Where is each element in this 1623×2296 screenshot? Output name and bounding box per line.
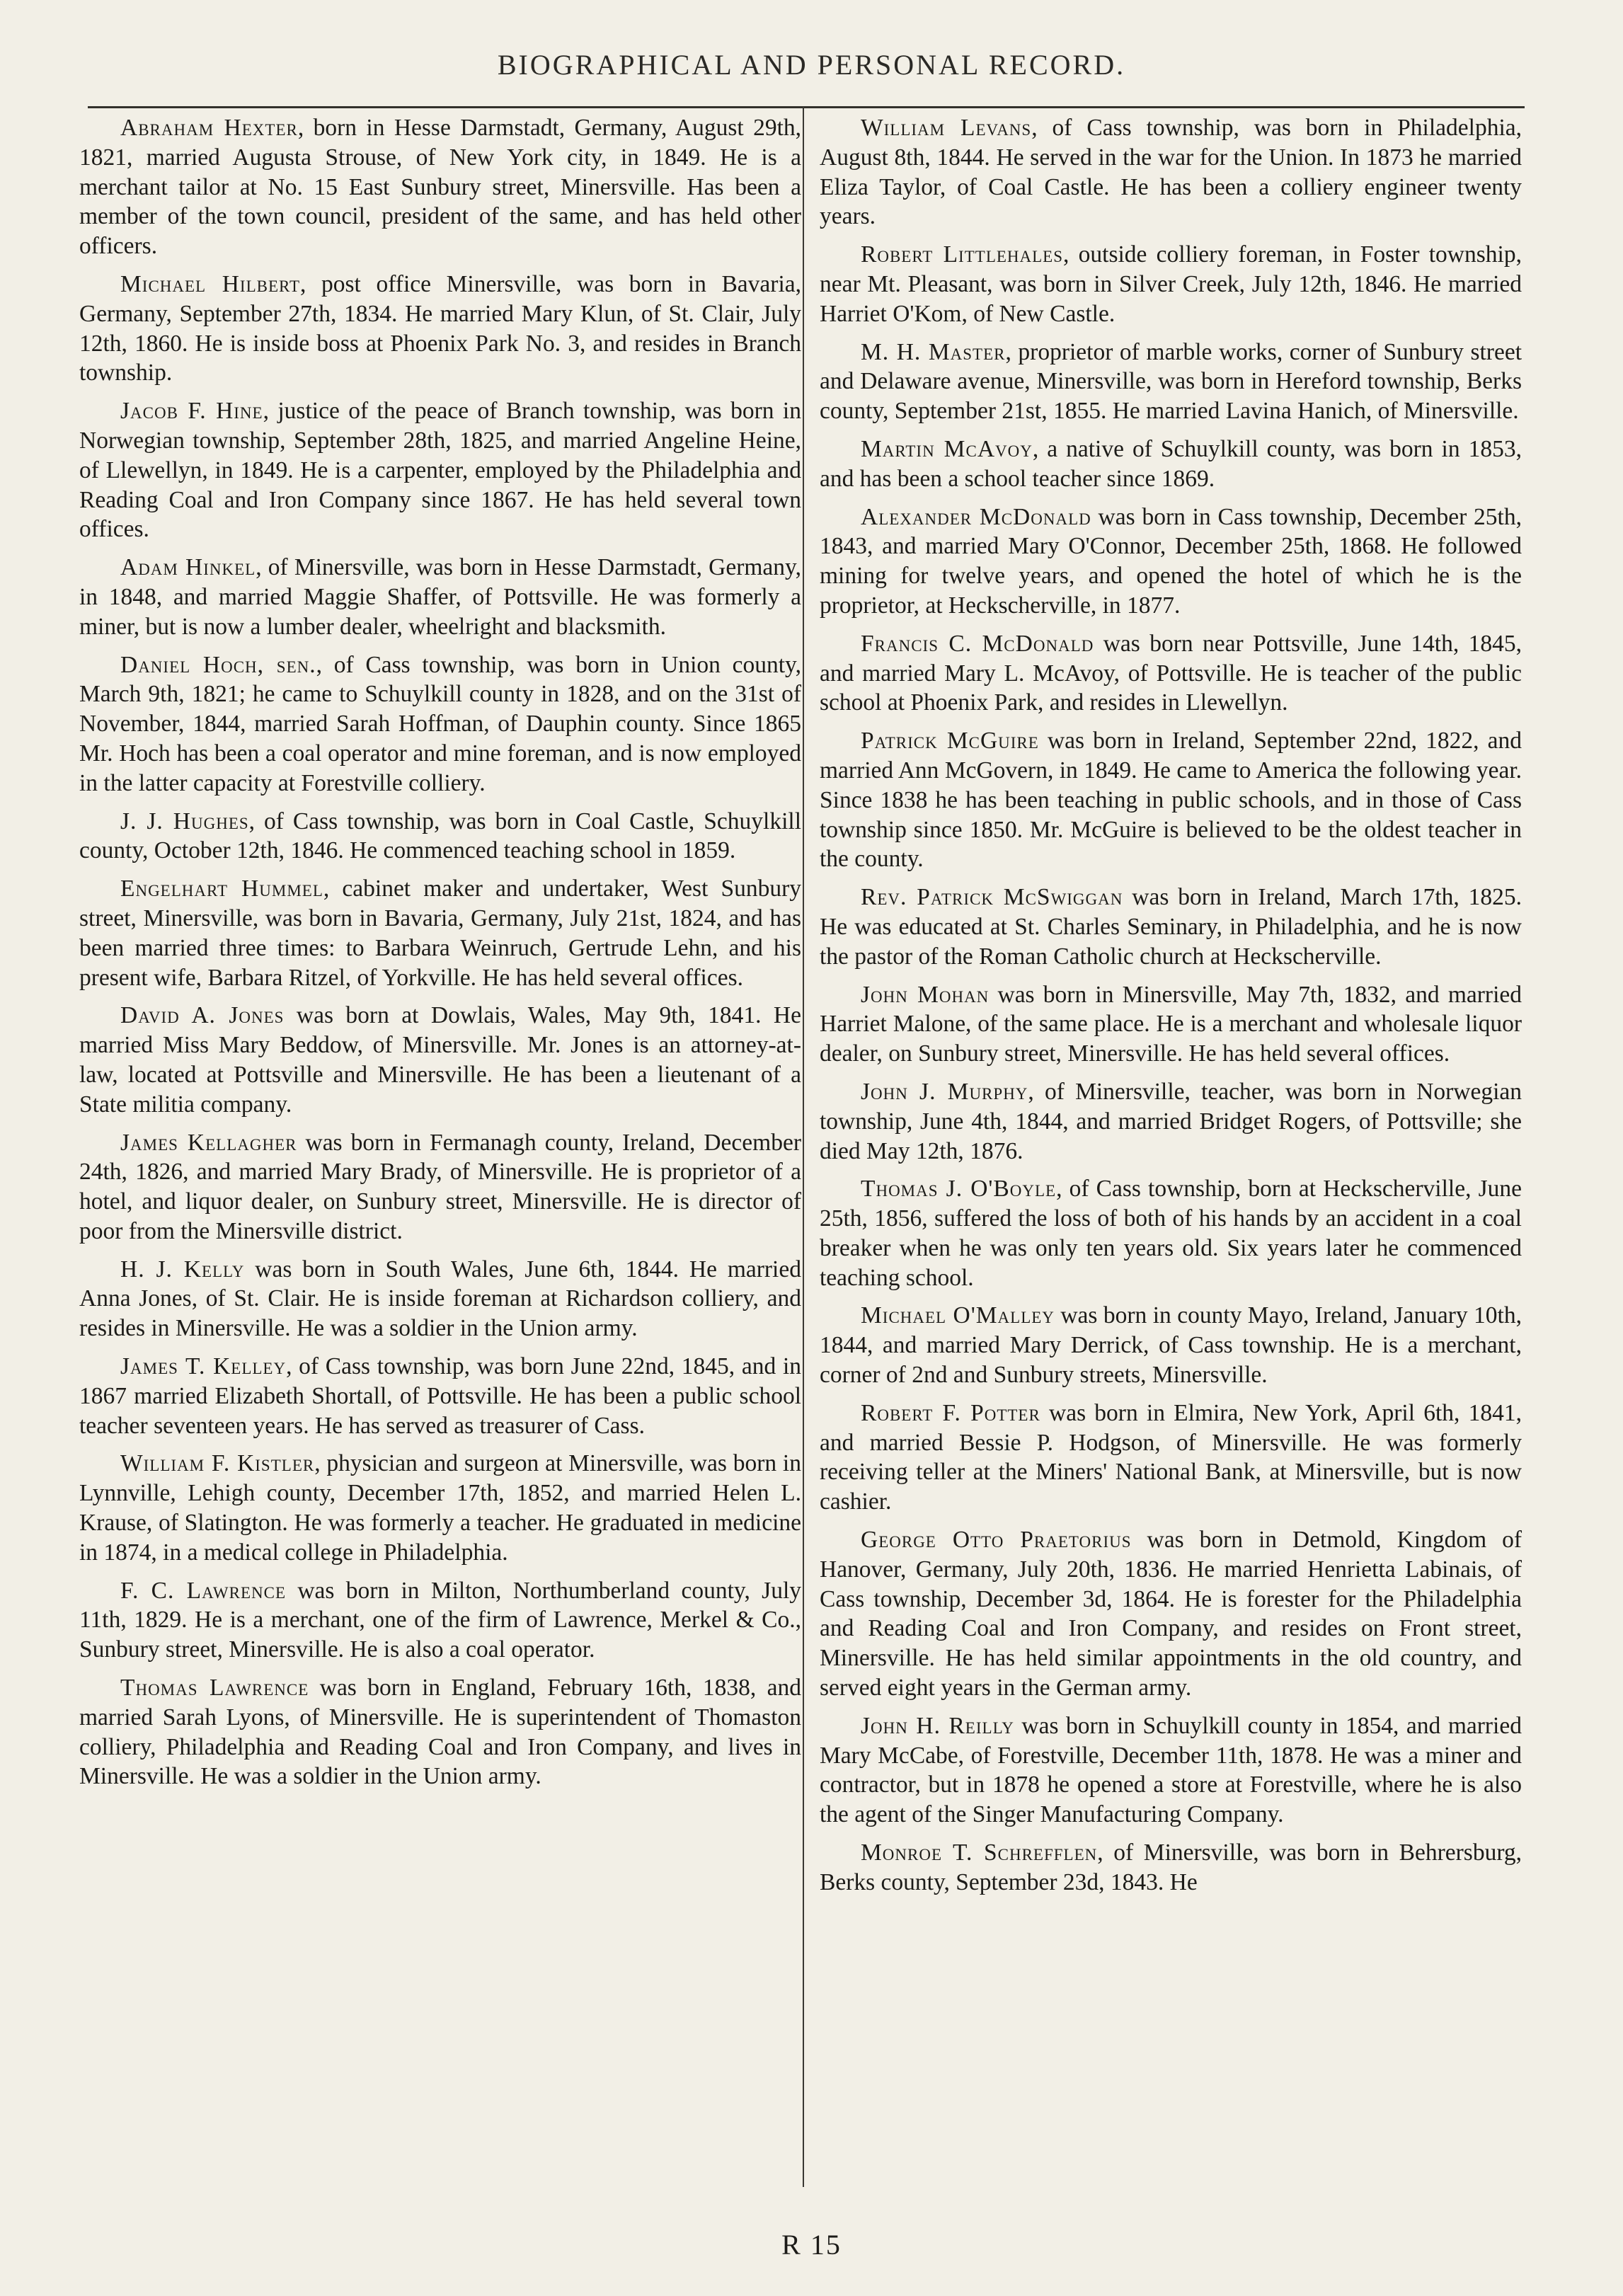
- entry-text: was born in Milton, Northumberland county, July 11th, 1829. He is a merchant, one of the firm of Lawrence, Merkel & Co., Sunbury street, Minersville. He is also a coal operator.: [79, 1577, 802, 1663]
- header-rule: [88, 106, 1525, 108]
- bio-entry: [820, 629, 1522, 718]
- entry-text: , of Cass township, born at Heckscherville, June 25th, 1856, suffered the loss of both of his hands by an accident in a coal breaker when he was only ten years old. Six years later he commenced teaching school.: [820, 1176, 1522, 1291]
- entry-text: , of Cass township, was born in Philadelphia, August 8th, 1844. He served in the war for the Union. In 1873 he married Eliza Taylor, of Coal Castle. He has been a colliery engineer twenty years.: [820, 115, 1522, 230]
- bio-entry: [820, 1399, 1522, 1517]
- entry-text: , of Minersville, teacher, was born in Norwegian township, June 4th, 1844, and married Bridget Rogers, of Pottsville; she died May 12th, 1876.: [820, 1078, 1522, 1164]
- page-header: BIOGRAPHICAL AND PERSONAL RECORD.: [497, 49, 1126, 81]
- entry-name: John Mohan: [861, 981, 990, 1008]
- entry-text: , justice of the peace of Branch township, was born in Norwegian township, September 28th, 1825, and married Angeline Heine, of Llewellyn, in 1849. He is a carpenter, employed by the Philadelphia and Reading Coal and Iron Company since 1867. He has held several town offices.: [79, 398, 801, 543]
- bio-entry: [79, 1001, 801, 1119]
- entry-text: , proprietor of marble works, corner of Sunbury street and Delaware avenue, Minersville, was born in Hereford township, Berks county, September 21st, 1855. He married Lavina Hanich, of Minersville.: [820, 338, 1522, 425]
- entry-name: John H. Reilly: [861, 1712, 1014, 1739]
- entry-name: Francis C. McDonald: [861, 630, 1094, 657]
- bio-entry: [79, 113, 801, 261]
- entry-name: John J. Murphy: [861, 1078, 1028, 1105]
- entry-name: F. C. Lawrence: [120, 1577, 287, 1604]
- entry-text: was born in England, February 16th, 1838, and married Sarah Lyons, of Minersville. He is superintendent of Thomaston colliery, Philadelphia and Reading Coal and Iron Company, and lives in Minersville. He was a soldier in the Union army.: [79, 1675, 801, 1790]
- bio-entry: [820, 435, 1522, 494]
- entry-name: H. J. Kelly: [120, 1256, 245, 1282]
- bio-entry: [79, 1673, 801, 1791]
- entry-name: James T. Kelley: [120, 1353, 287, 1380]
- entry-name: George Otto Praetorius: [861, 1527, 1132, 1554]
- entry-text: was born in Cass township, December 25th, 1843, and married Mary O'Connor, December 25th, 1868. He followed mining for twelve years, and opened the hotel of which he is the proprietor, at Heckscherville, in 1877.: [820, 503, 1522, 619]
- entry-name: Adam Hinkel: [120, 554, 256, 581]
- entry-name: Thomas J. O'Boyle: [861, 1176, 1057, 1202]
- bio-entry: [820, 240, 1522, 328]
- entry-text: , a native of Schuylkill county, was born in 1853, and has been a school teacher since 1869.: [820, 435, 1522, 492]
- entry-text: was born in Fermanagh county, Ireland, December 24th, 1826, and married Mary Brady, of Minersville. He is proprietor of a hotel, and liquor dealer, on Sunbury street, Minersville. He is director of poor from the Minersville district.: [79, 1129, 801, 1244]
- entry-text: was born in Ireland, March 17th, 1825. He was educated at St. Charles Seminary, in Philadelphia, and he is now the pastor of the Roman Catholic church at Heckscherville.: [820, 884, 1522, 970]
- entry-name: Robert F. Potter: [861, 1399, 1040, 1426]
- entry-name: Thomas Lawrence: [120, 1675, 309, 1701]
- bio-entry: [820, 1301, 1522, 1389]
- bio-entry: [820, 338, 1522, 426]
- entry-name: M. H. Master: [861, 338, 1006, 365]
- entry-text: , physician and surgeon at Minersville, was born in Lynnville, Lehigh county, December 17th, 1852, and married Helen L. Krause, of Slatington. He was formerly a teacher. He graduated in medicine in 1874, in a medical college in Philadelphia.: [79, 1450, 801, 1566]
- column-divider: [803, 106, 804, 2187]
- entry-text: , cabinet maker and undertaker, West Sunbury street, Minersville, was born in Bavaria, Germany, July 21st, 1824, and has been married three times: to Barbara Weinruch, Gertrude Lehn, and his present wife, Barbara Ritzel, of Yorkville. He has held several offices.: [79, 876, 802, 991]
- bio-entry: [820, 113, 1522, 231]
- bio-entry: [79, 650, 801, 798]
- entry-text: was born in Elmira, New York, April 6th, 1841, and married Bessie P. Hodgson, of Minersville. He was formerly receiving teller at the Miners' National Bank, at Minersville, but is now cashier.: [820, 1399, 1522, 1515]
- entry-text: , of Minersville, was born in Behrersburg, Berks county, September 23d, 1843. He: [820, 1839, 1522, 1895]
- entry-name: David A. Jones: [120, 1002, 285, 1029]
- bio-entry: [820, 503, 1522, 621]
- entry-name: William Levans: [861, 115, 1032, 141]
- bio-entry: [820, 1711, 1522, 1830]
- entry-name: Abraham Hexter: [120, 115, 298, 141]
- entry-text: , of Cass township, was born in Union county, March 9th, 1821; he came to Schuylkill county in 1828, and on the 31st of November, 1844, married Sarah Hoffman, of Dauphin county. Since 1865 Mr. Hoch has been a coal operator and mine foreman, and is now employed in the latter capacity at Forestville colliery.: [79, 651, 801, 796]
- entry-name: Patrick McGuire: [861, 728, 1039, 754]
- entry-text: was born in county Mayo, Ireland, January 10th, 1844, and married Mary Derrick, of Cass township. He is a merchant, corner of 2nd and Sunbury streets, Minersville.: [820, 1302, 1522, 1389]
- entry-name: William F. Kistler: [120, 1450, 315, 1477]
- bio-entry: [79, 270, 801, 388]
- entry-name: Robert Littlehales: [861, 241, 1064, 268]
- bio-entry: [79, 1449, 801, 1567]
- bio-entry: [79, 1576, 801, 1665]
- bio-entry: [79, 553, 801, 641]
- entry-name: Michael Hilbert: [120, 270, 301, 297]
- entry-name: Michael O'Malley: [861, 1302, 1055, 1329]
- entry-text: was born near Pottsville, June 14th, 1845, and married Mary L. McAvoy, of Pottsville. He is teacher of the public school at Phoenix Park, and resides in Llewellyn.: [820, 630, 1522, 716]
- bio-entry: [79, 1128, 801, 1246]
- entry-name: Daniel Hoch, sen.: [120, 651, 316, 678]
- bio-entry: [820, 1838, 1522, 1898]
- bio-entry: [79, 874, 801, 992]
- entry-text: was born in Ireland, September 22nd, 1822, and married Ann McGovern, in 1849. He came to America the following year. Since 1838 he has been teaching in public schools, and in those of Cass township since 1850. Mr. McGuire is believed to be the oldest teacher in the county.: [820, 728, 1522, 873]
- entry-name: Monroe T. Schrefflen: [861, 1839, 1098, 1866]
- entry-text: , outside colliery foreman, in Foster township, near Mt. Pleasant, was born in Silver Creek, July 12th, 1846. He married Harriet O'Kom, of New Castle.: [820, 241, 1522, 327]
- entry-name: Alexander McDonald: [861, 503, 1091, 530]
- entry-text: was born in Schuylkill county in 1854, and married Mary McCabe, of Forestville, December 11th, 1878. He was a miner and contractor, but in 1878 he opened a store at Forestville, where he is also the agent of the Singer Manufacturing Company.: [820, 1712, 1522, 1828]
- bio-entry: [79, 1352, 801, 1440]
- bio-entry: [820, 980, 1522, 1069]
- entry-text: was born in Detmold, Kingdom of Hanover, Germany, July 20th, 1836. He married Henrietta Labinais, of Cass township, December 3d, 1864. He is forester for the Philadelphia and Reading Coal and Iron Company, and resides on Front street, Minersville. He has held similar appointments in the old country, and served eight years in the German army.: [820, 1527, 1522, 1701]
- bio-entry: [79, 807, 801, 866]
- bio-entry: [820, 1077, 1522, 1166]
- entry-name: Martin McAvoy: [861, 435, 1033, 462]
- entry-name: Engelhart Hummel: [120, 876, 323, 902]
- entry-text: , post office Minersville, was born in Bavaria, Germany, September 27th, 1834. He married Mary Klun, of St. Clair, July 12th, 1860. He is inside boss at Phoenix Park No. 3, and resides in Branch township.: [79, 270, 801, 386]
- entry-text: was born in South Wales, June 6th, 1844. He married Anna Jones, of St. Clair. He is inside foreman at Richardson colliery, and resides in Minersville. He was a soldier in the Union army.: [79, 1256, 801, 1342]
- bio-entry: [820, 726, 1522, 874]
- left-column: [79, 113, 801, 1800]
- entry-name: Rev. Patrick McSwiggan: [861, 884, 1123, 911]
- right-column: [820, 113, 1522, 1906]
- bio-entry: [820, 883, 1522, 971]
- entry-name: James Kellagher: [120, 1129, 297, 1156]
- bio-entry: [820, 1174, 1522, 1292]
- entry-text: , born in Hesse Darmstadt, Germany, August 29th, 1821, married Augusta Strouse, of New York city, in 1849. He is a merchant tailor at No. 15 East Sunbury street, Minersville. Has been a member of the town council, president of the same, and has held other officers.: [79, 115, 801, 260]
- entry-name: Jacob F. Hine: [120, 398, 263, 425]
- bio-entry: [79, 1255, 801, 1343]
- bio-entry: [79, 396, 801, 544]
- entry-text: , of Cass township, was born in Coal Castle, Schuylkill county, October 12th, 1846. He commenced teaching school in 1859.: [79, 808, 802, 864]
- entry-text: , of Minersville, was born in Hesse Darmstadt, Germany, in 1848, and married Maggie Shaffer, of Pottsville. He was formerly a miner, but is now a lumber dealer, wheelright and blacksmith.: [79, 554, 801, 640]
- entry-name: J. J. Hughes: [120, 808, 249, 834]
- bio-entry: [820, 1525, 1522, 1703]
- entry-text: was born in Minersville, May 7th, 1832, and married Harriet Malone, of the same place. He is a merchant and wholesale liquor dealer, on Sunbury street, Minersville. He has held several offices.: [820, 981, 1522, 1067]
- page-number: R 15: [781, 2229, 842, 2261]
- entry-text: was born at Dowlais, Wales, May 9th, 1841. He married Miss Mary Beddow, of Minersville. Mr. Jones is an attorney-at-law, located at Pottsville and Minersville. He has been a lieutenant of a State militia company.: [79, 1002, 801, 1118]
- entry-text: , of Cass township, was born June 22nd, 1845, and in 1867 married Elizabeth Shortall, of Pottsville. He has been a public school teacher seventeen years. He has served as treasurer of Cass.: [79, 1353, 801, 1439]
